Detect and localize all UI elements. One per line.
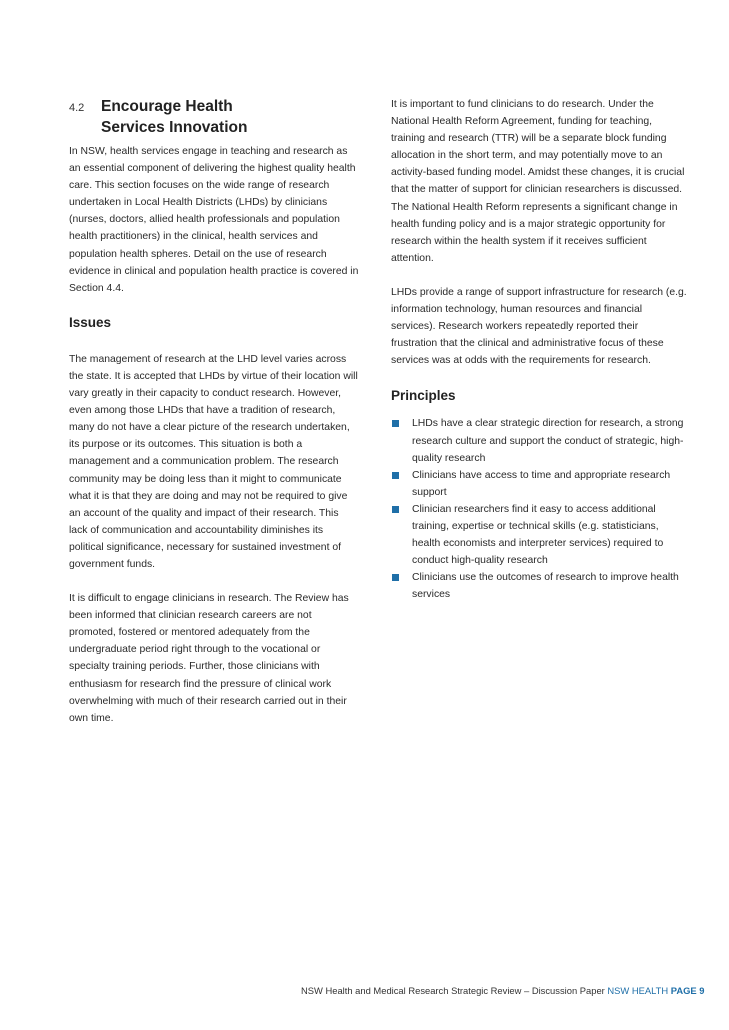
infrastructure-paragraph: LHDs provide a range of support infrastructure for research (e.g. information technology, human resources and financial services). Research workers repeatedly reported their frustration that the clinical and administrative focus of these services was at odds with the requirements for research. [391, 286, 687, 367]
section-heading [69, 96, 359, 138]
principle-text: Clinician researchers find it easy to access additional training, expertise or technical skills (e.g. statisticians, health economists and interpreter services) required to conduct high-quality research [412, 503, 664, 567]
footer-brand: NSW HEALTH [607, 985, 669, 996]
principle-item [391, 501, 687, 569]
issues-paragraph-2: It is difficult to engage clinicians in research. The Review has been informed that clinician research careers are not promoted, fostered or mentored adequately from the undergraduate period right through to the vocational or specialty training periods. Further, those clinicians with enthusiasm for research find the pressure of clinical work overwhelming with much of their research carried out in their own time. [69, 593, 349, 724]
principles-heading: Principles [391, 388, 456, 404]
principle-item [391, 569, 687, 603]
issues-paragraph-1: The management of research at the LHD level varies across the state. It is accepted that LHDs by virtue of their location will vary greatly in their capacity to conduct research. However, even among those LHDs that have a tradition of research, many do not have a clear picture of the research undertaken, its purpose or its outcomes. This situation is both a management and a communication problem. The research community may be doing less than it might to communicate what it is that they are doing and may not be required to give an account of the quality and impact of their research. This lack of communication and accountability diminishes its political significance, necessary for sustained investment of government funds. [69, 353, 358, 570]
square-bullet-icon [392, 574, 399, 581]
right-column [391, 96, 687, 603]
funding-paragraph: It is important to fund clinicians to do research. Under the National Health Reform Agreement, funding for teaching, training and research (TTR) will be a separate block funding allocation in the short term, and may potentially move to an activity-based funding model. Amidst these changes, it is crucial that the matter of support for clinician researchers is discussed. The National Health Reform represents a significant change in health funding policy and is a major strategic opportunity for research within the health system if it receives sufficient attention. [391, 99, 685, 264]
principle-item [391, 415, 687, 466]
square-bullet-icon [392, 420, 399, 427]
left-column [69, 96, 359, 727]
issues-heading: Issues [69, 314, 112, 330]
page-footer [301, 985, 704, 996]
square-bullet-icon [392, 506, 399, 513]
principle-item [391, 467, 687, 501]
intro-paragraph: In NSW, health services engage in teaching and research as an essential component of delivering the highest quality health care. This section focuses on the wide range of research undertaken in Local Health Districts (LHDs) by clinicians (nurses, doctors, allied health professionals and population health practitioners) in the clinical, health services and population health spheres. Detail on the use of research evidence in clinical and population health practice is covered in Section 4.4. [69, 146, 359, 294]
square-bullet-icon [392, 472, 399, 479]
principle-text: Clinicians use the outcomes of research to improve health services [412, 572, 679, 601]
principle-text: LHDs have a clear strategic direction for research, a strong research culture and support the conduct of strategic, high-quality research [412, 418, 684, 464]
section-number: 4.2 [69, 102, 85, 114]
footer-document-title: NSW Health and Medical Research Strategic Review – Discussion Paper [301, 985, 605, 996]
principle-text: Clinicians have access to time and appropriate research support [412, 469, 671, 498]
section-title: Encourage Health Services Innovation [101, 98, 248, 136]
page-number: PAGE 9 [670, 985, 705, 996]
principles-list [391, 415, 687, 603]
